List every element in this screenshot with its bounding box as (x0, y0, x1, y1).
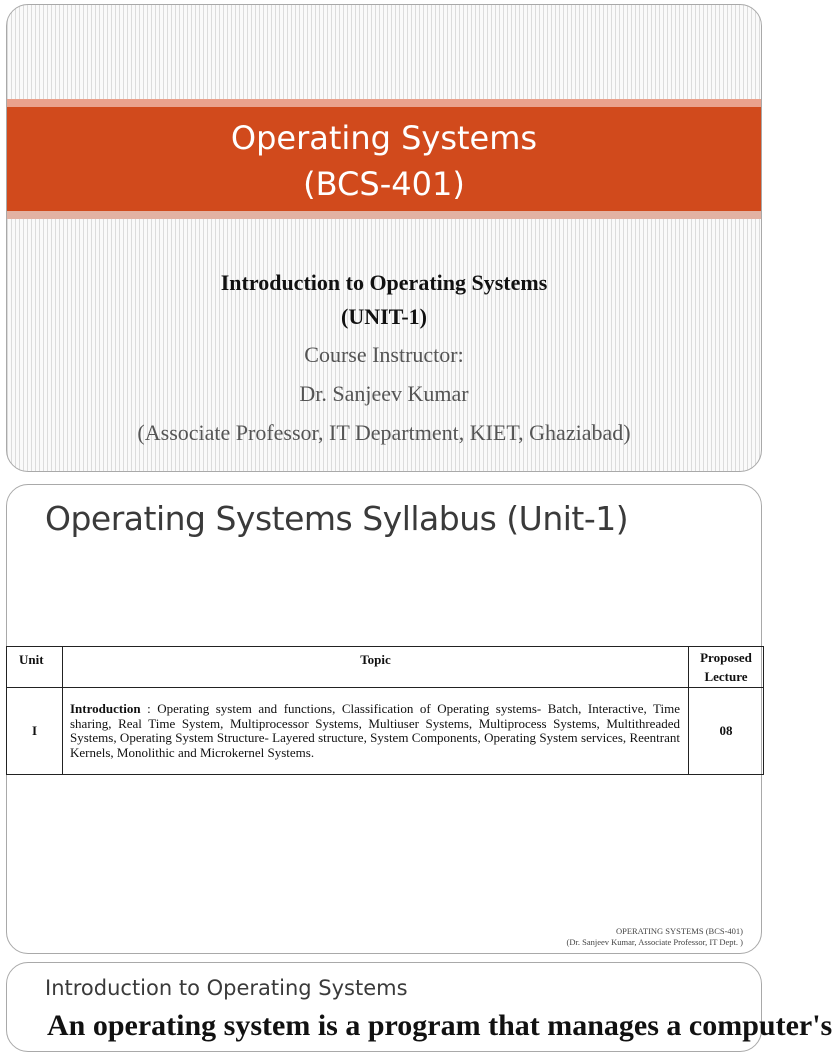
title-band (7, 107, 761, 211)
course-title: Operating Systems (230, 119, 538, 157)
header-unit: Unit (7, 647, 63, 688)
cell-lectures: 08 (689, 688, 764, 775)
cell-topic (63, 688, 689, 775)
title-band-accent-top (7, 99, 761, 107)
slide-title: Operating Systems Syllabus (Unit-1) (45, 499, 629, 538)
footer-course: OPERATING SYSTEMS (BCS-401) (615, 926, 743, 936)
table-row (7, 688, 764, 775)
unit-label: (UNIT-1) (341, 304, 427, 329)
instructor-name: Dr. Sanjeev Kumar (299, 381, 469, 406)
topic-heading: Introduction (70, 701, 141, 716)
course-code: (BCS-401) (303, 165, 465, 203)
header-topic: Topic (63, 647, 689, 688)
table-header-row (7, 647, 764, 688)
slide-title: Introduction to Operating Systems (45, 976, 408, 1000)
slide-body-text: An operating system is a program that manages a computer's (47, 1009, 832, 1042)
syllabus-slide (6, 484, 762, 954)
header-proposed-line2: Lecture (704, 669, 748, 684)
header-proposed-lecture (689, 647, 764, 688)
intro-slide (6, 962, 832, 1052)
title-slide (6, 4, 762, 472)
footer-author: (Dr. Sanjeev Kumar, Associate Professor, IT Dept. ) (566, 937, 743, 947)
slide-footer (567, 926, 743, 948)
title-band-accent-bottom (7, 211, 761, 219)
lecture-subtitle: Introduction to Operating Systems (220, 270, 548, 295)
instructor-label: Course Instructor: (304, 342, 464, 367)
cell-unit: I (7, 688, 63, 775)
instructor-affiliation: (Associate Professor, IT Department, KIET, Ghaziabad) (137, 420, 631, 445)
syllabus-table (6, 646, 764, 775)
topic-description: : Operating system and functions, Classification of Operating systems- Batch, Interactive, Time sharing, Real Time System, Multiprocessor Systems, Multiuser Systems, Multiprocess Systems, Multithreaded Systems, Operating System Structure- Layered structure, System Components, Operating System services, Reentrant Kernels, Monolithic and Microkernel Systems. (70, 701, 680, 760)
subtitle-block (7, 267, 761, 452)
header-proposed-line1: Proposed (700, 650, 752, 665)
